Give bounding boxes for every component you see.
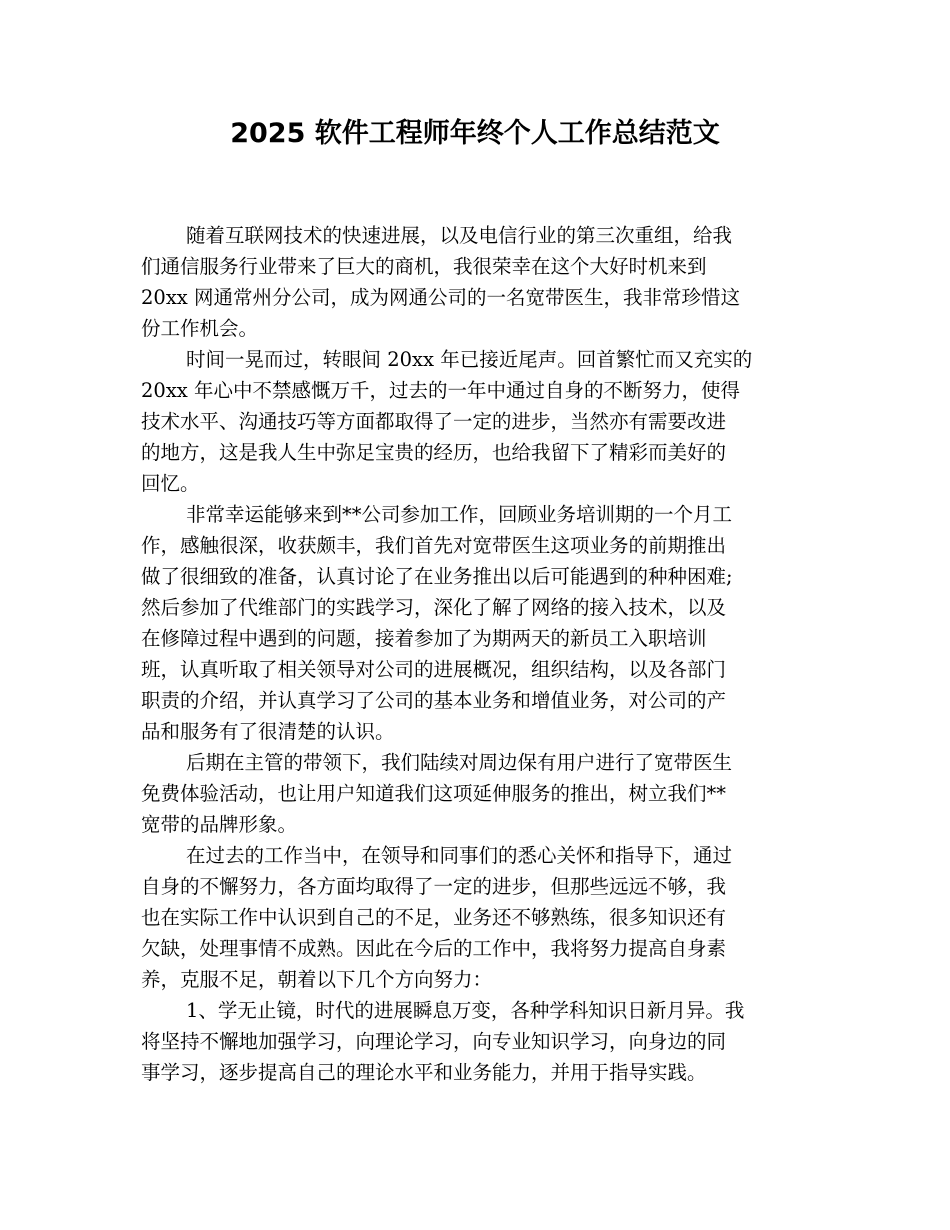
paragraph-review: [141, 344, 811, 499]
text-line: 1、学无止镜，时代的进展瞬息万变，各种学科知识日新月异。我: [186, 999, 745, 1022]
text-line: 自身的不懈努力，各方面均取得了一定的进步，但那些远远不够，我: [141, 875, 727, 898]
document-title: 2025 软件工程师年终个人工作总结范文: [230, 118, 720, 149]
text-line: 在过去的工作当中，在领导和同事们的悉心关怀和指导下，通过: [186, 844, 733, 867]
paragraph-reflection: [141, 840, 811, 995]
paragraph-activities: [141, 747, 811, 840]
document-body: [141, 220, 811, 1088]
text-line: 然后参加了代维部门的实践学习，深化了解了网络的接入技术，以及: [141, 596, 727, 619]
text-line: 在修障过程中遇到的问题，接着参加了为期两天的新员工入职培训: [141, 627, 707, 650]
text-line: 份工作机会。: [141, 317, 259, 340]
text-line: 职责的介绍，并认真学习了公司的基本业务和增值业务，对公司的产: [141, 689, 727, 712]
text-line: 宽带的品牌形象。: [141, 813, 298, 836]
text-line: 后期在主管的带领下，我们陆续对周边保有用户进行了宽带医生: [186, 751, 733, 774]
text-line: 20xx 网通常州分公司，成为网通公司的一名宽带医生，我非常珍惜这: [141, 286, 741, 309]
text-line: 将坚持不懈地加强学习，向理论学习，向专业知识学习，向身边的同: [141, 1030, 727, 1053]
text-line: 欠缺，处理事情不成熟。因此在今后的工作中，我将努力提高自身素: [141, 937, 727, 960]
text-line: 做了很细致的准备，认真讨论了在业务推出以后可能遇到的种种困难;: [141, 565, 733, 588]
text-line: 养，克服不足，朝着以下几个方向努力：: [141, 968, 493, 991]
paragraph-intro: [141, 220, 811, 344]
text-line: 们通信服务行业带来了巨大的商机，我很荣幸在这个大好时机来到: [141, 255, 707, 278]
paragraph-training: [141, 499, 811, 747]
text-line: 品和服务有了很清楚的认识。: [141, 720, 395, 743]
text-line: 也在实际工作中认识到自己的不足，业务还不够熟练，很多知识还有: [141, 906, 727, 929]
text-line: 班，认真听取了相关领导对公司的进展概况，组织结构，以及各部门: [141, 658, 727, 681]
text-line: 时间一晃而过，转眼间 20xx 年已接近尾声。回首繁忙而又充实的: [186, 348, 753, 371]
text-line: 事学习，逐步提高自己的理论水平和业务能力，并用于指导实践。: [141, 1061, 707, 1084]
text-line: 作，感触很深，收获颇丰，我们首先对宽带医生这项业务的前期推出: [141, 534, 727, 557]
text-line: 的地方，这是我人生中弥足宝贵的经历，也给我留下了精彩而美好的: [141, 441, 727, 464]
text-line: 技术水平、沟通技巧等方面都取得了一定的进步，当然亦有需要改进: [141, 410, 727, 433]
text-line: 20xx 年心中不禁感慨万千，过去的一年中通过自身的不断努力，使得: [141, 379, 741, 402]
text-line: 非常幸运能够来到**公司参加工作，回顾业务培训期的一个月工: [186, 503, 733, 526]
text-line: 回忆。: [141, 472, 200, 495]
paragraph-goal-1: [141, 995, 811, 1088]
text-line: 免费体验活动，也让用户知道我们这项延伸服务的推出，树立我们**: [141, 782, 727, 805]
text-line: 随着互联网技术的快速进展，以及电信行业的第三次重组，给我: [186, 224, 733, 247]
